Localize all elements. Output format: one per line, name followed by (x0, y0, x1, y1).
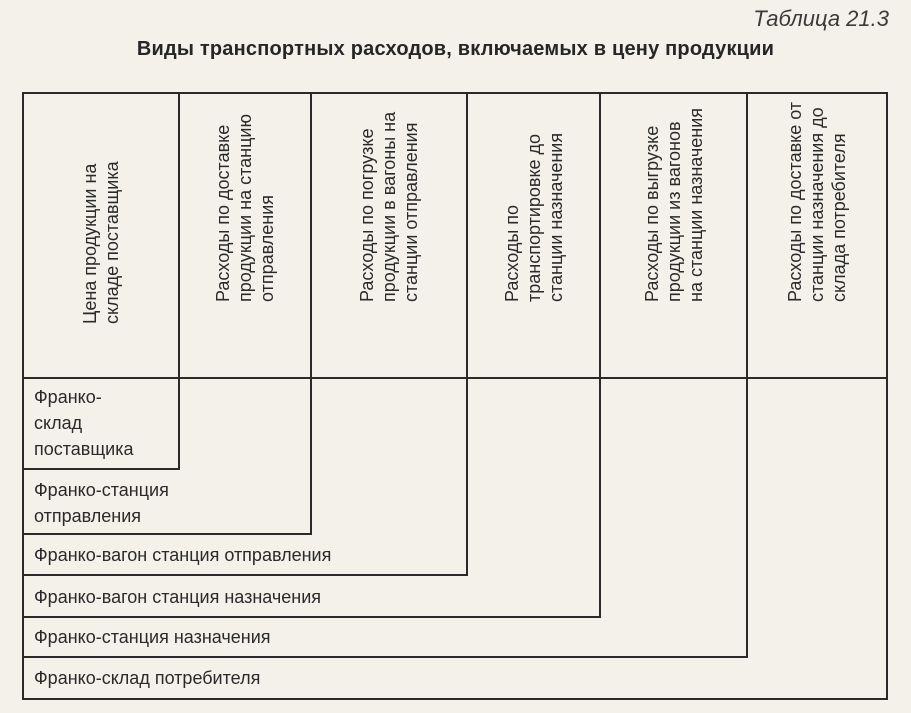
divider-h1 (22, 468, 180, 470)
column-header-text: на станции назначения (685, 107, 706, 302)
column-header-text: станции назначения (545, 132, 566, 302)
column-header-text: Расходы по выгрузке (641, 125, 662, 302)
row-label-franco-supplier-warehouse (34, 384, 134, 462)
column-header-text: продукции на станцию (235, 114, 255, 302)
row-label-text: Франко-склад потребителя (34, 668, 261, 688)
row-label-franco-wagon-departure (34, 542, 331, 568)
column-header-text: Расходы по доставке от (785, 101, 805, 302)
column-header-6 (748, 92, 886, 378)
column-header-text: станции отправления (401, 122, 421, 302)
table-title: Виды транспортных расходов, включаемых в цену продукции (136, 38, 775, 60)
row-label-text: Франко-вагон станция назначения (34, 587, 322, 607)
row-label-text: поставщика (34, 439, 134, 459)
column-header-text: складе поставщика (102, 161, 122, 324)
column-header-text: транспортировке до (523, 133, 544, 302)
row-label-franco-wagon-destination (34, 584, 321, 610)
column-header-2 (180, 92, 310, 378)
divider-h3 (22, 574, 468, 576)
column-header-1 (24, 92, 178, 378)
column-header-text: Цена продукции на (80, 163, 100, 324)
row-label-text: Франко- (34, 387, 102, 407)
divider-h5 (22, 656, 748, 658)
column-header-5 (601, 92, 746, 378)
divider-h2 (22, 533, 312, 535)
column-header-text: Расходы по погрузке (357, 128, 377, 302)
column-header-text: продукции в вагоны на (379, 111, 399, 302)
column-header-text: склада потребителя (829, 133, 849, 302)
row-label-text: Франко-станция назначения (34, 627, 271, 647)
row-label-franco-destination-station (34, 624, 271, 650)
column-header-text: Расходы по доставке (213, 124, 233, 302)
row-label-text: склад (34, 413, 83, 433)
column-header-4 (468, 92, 599, 378)
column-header-text: продукции из вагонов (663, 121, 684, 302)
column-header-text: Расходы по (501, 204, 522, 302)
column-header-3 (312, 92, 466, 378)
row-label-text: Франко-вагон станция отправления (34, 545, 332, 565)
row-label-franco-consumer-warehouse (34, 665, 260, 691)
row-label-franco-departure-station (34, 477, 169, 529)
column-header-text: станции назначения до (807, 107, 827, 302)
row-label-text: Франко-станция (34, 480, 169, 500)
row-label-text: отправления (34, 506, 142, 526)
divider-h4 (22, 616, 601, 618)
table-number: Таблица 21.3 (753, 6, 889, 31)
column-header-text: отправления (257, 194, 277, 302)
